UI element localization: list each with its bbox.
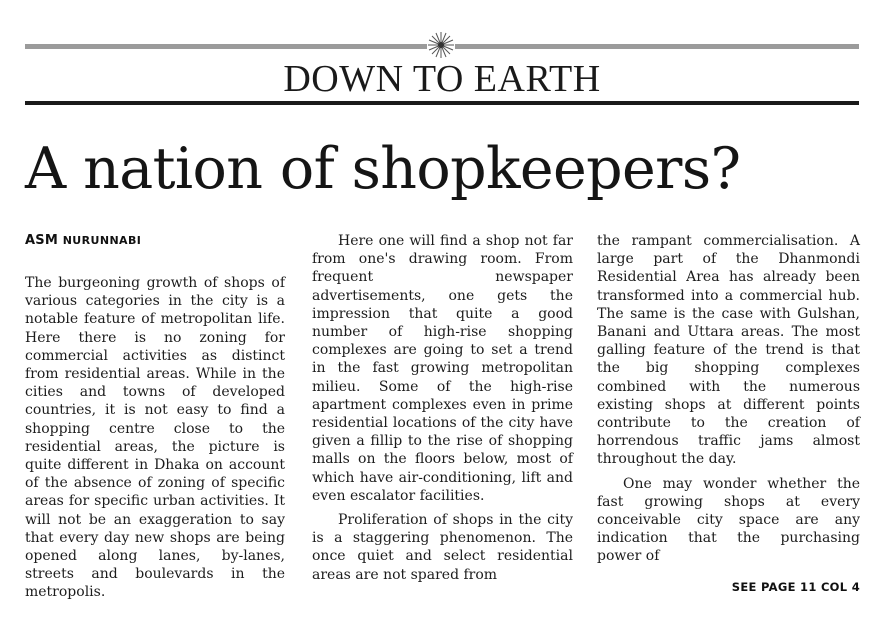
starburst-icon	[427, 31, 455, 59]
paragraph: One may wonder whether the fast growing shops at every conceivable city space are any indication that the purchasing power of	[597, 475, 860, 565]
article-column-3	[597, 232, 860, 566]
article-column-1	[25, 232, 285, 602]
paragraph: Proliferation of shops in the city is a staggering phenomenon. The once quiet and select residential areas are not spared from	[312, 512, 573, 583]
section-title: DOWN TO EARTH	[283, 58, 601, 100]
byline	[25, 232, 285, 250]
continuation-link[interactable]: SEE PAGE 11 COL 4	[731, 580, 860, 594]
byline-first: ASM	[25, 233, 58, 248]
article-column-2	[312, 232, 573, 584]
paragraph: The burgeoning growth of shops of various categories in the city is a notable feature of metropolitan life. Here there is no zoning for commercial activities as distinct from residential areas. While in the cities and towns of developed countries, it is not easy to find a shopping centre close to the residential areas, the picture is quite different in Dhaka on account of the absence of zoning of specific areas for specific urban activities. It will not be an exaggeration to say that every day new shops are being opened along lanes, by-lanes, streets and boulevards in the metropolis.	[25, 275, 285, 601]
section-divider	[25, 101, 859, 105]
paragraph: the rampant commercialisation. A large part of the Dhanmondi Residential Area has already been transformed into a commercial hub. The same is the case with Gulshan, Banani and Uttara areas. The most galling feature of the trend is that the big shopping complexes combined with the numerous existing shops at different points contribute to the creation of horrendous traffic jams almost throughout the day.	[597, 233, 860, 468]
paragraph: Here one will find a shop not far from one's drawing room. From frequent newspaper advertisements, one gets the impression that quite a good number of high-rise shopping complexes are going to set a trend in the fast growing metropolitan milieu. Some of the high-rise apartment complexes even in prime residential locations of the city have given a fillip to the rise of shopping malls on the floors below, most of which have air-conditioning, lift and even escalator facilities.	[312, 233, 573, 504]
byline-last: NURUNNABI	[62, 234, 142, 247]
headline: A nation of shopkeepers?	[25, 136, 741, 202]
